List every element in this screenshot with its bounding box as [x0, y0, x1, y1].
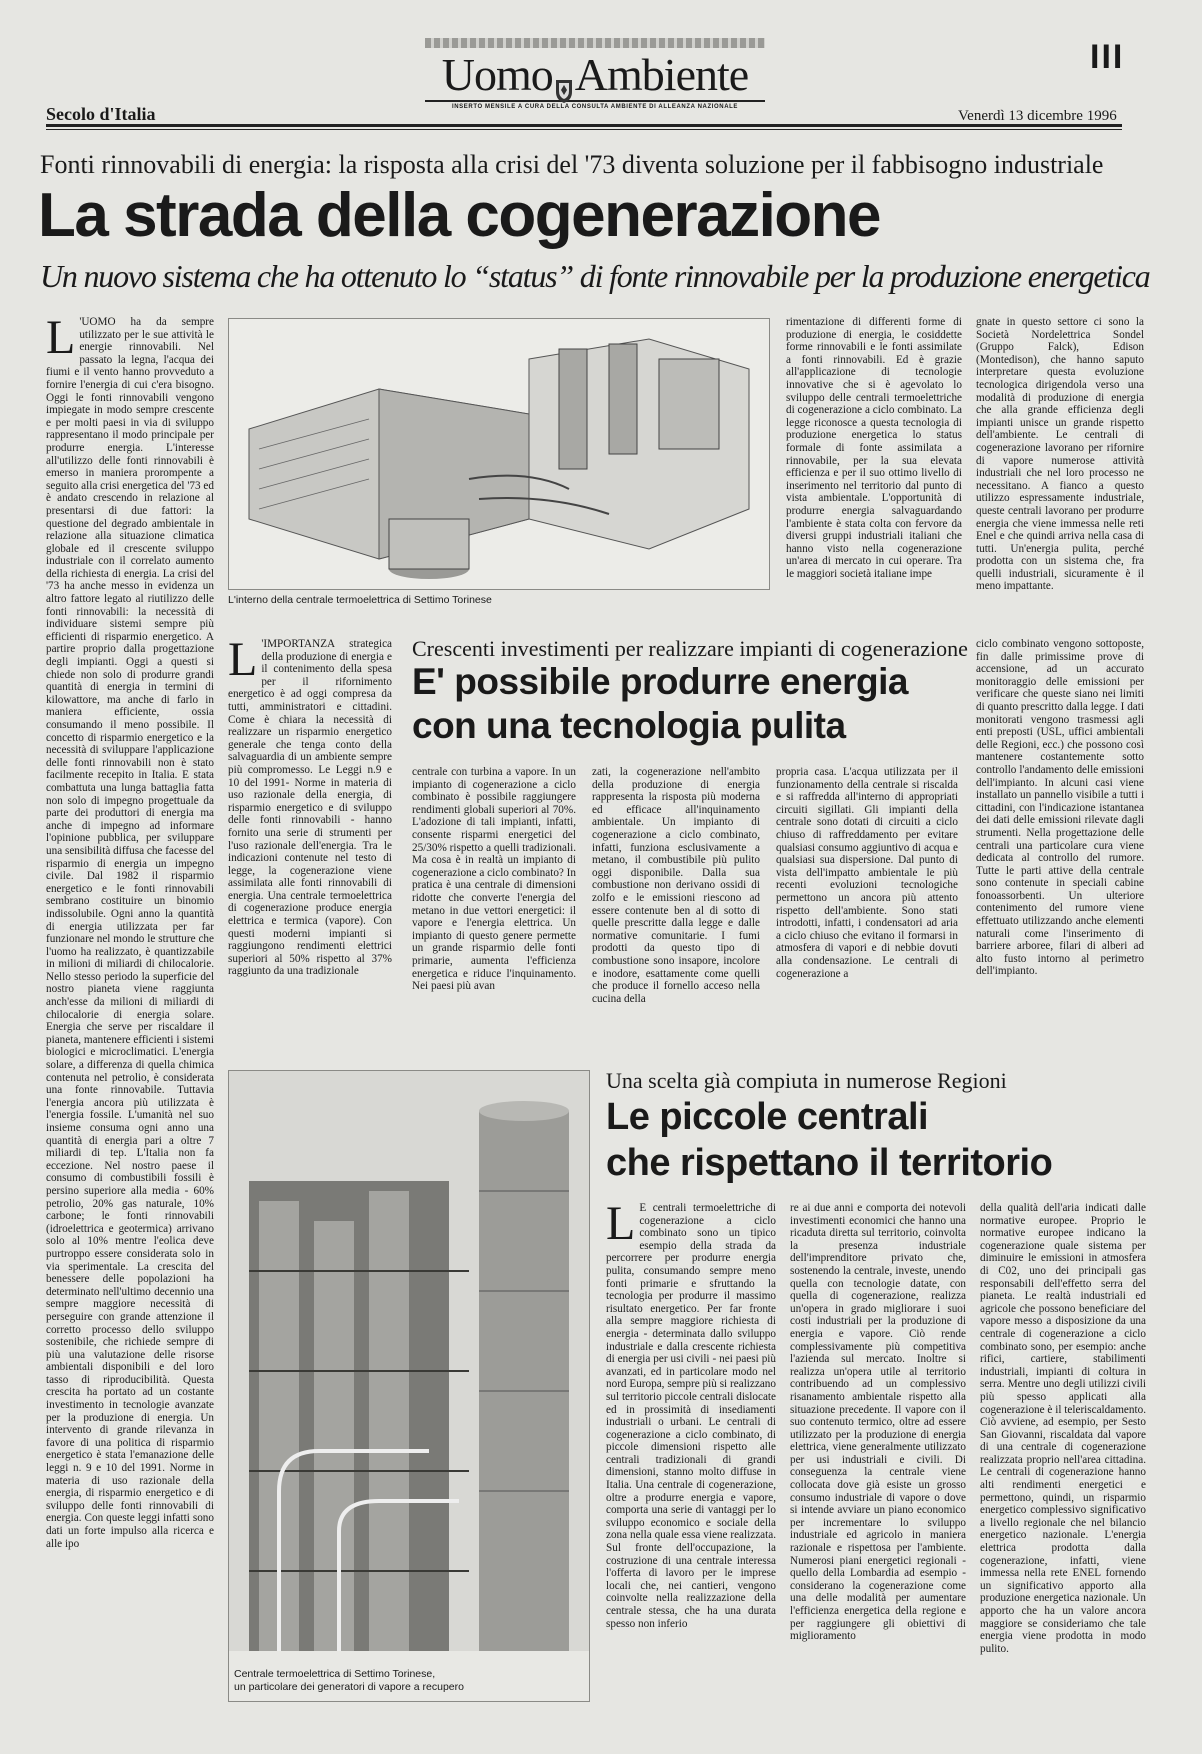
main-article-text-2: rimentazione di differenti forme di produzione di energia, le cosiddette forme rinnovabili e le fonti assimilate a fonti rinnovabili. Ed è grazie all'applicazione di tecnologie innovative che si è agevolato lo sviluppo delle centrali termoelettriche di cogenerazione a ciclo combinato. La legge riconosce a questa tecnologia di produzione energetica lo status formale di fonte assimilata a rinnovabile, per la sua elevata efficienza e per il suo ottimo livello di inserimento nel territorio dal punto di vista ambientale. L'opportunità di produrre energia salvaguardando l'ambiente è stata colta con fervore da diversi gruppi industriali italiani che hanno visto nella cogenerazione un'area di mercato in cui operare. Tra le maggiori società italiane impe	[786, 316, 962, 580]
masthead-subtitle: INSERTO MENSILE A CURA DELLA CONSULTA AMBIENTE DI ALLEANZA NAZIONALE	[451, 104, 738, 110]
article2-headline-line2: con una tecnologia pulita	[412, 705, 846, 746]
article2-text-a: 'IMPORTANZA strategica della produzione di energia e il contenimento della spesa per il rifornimento energetico è ad oggi compresa da tutti, amministratori e cittadini. Come è chiara la necessità di realizzare un risparmio energetico generale che tenga conto della salvaguardia di un ambiente sempre più compromesso. Le Leggi n.9 e 10 del 1991- Norme in materia di uso razionale della energia, di risparmio energetico e di sviluppo delle fonti rinnovabili - hanno fornito una serie di strumenti per l'uso razionale dell'energia. Tra le indicazioni contenute nel testo di legge, la cogenerazione viene assimilata alle fonti rinnovabili di energia. Una centrale termoelettrica di cogenerazione produce energia elettrica e termica (vapore). Con questi moderni impianti si raggiungono rendimenti elettrici superiori al 50% rispetto al 37% raggiunto da una tradizionale	[228, 638, 392, 978]
article2-column-a-cont	[228, 738, 392, 1038]
photo2-caption-line2: un particolare dei generatori di vapore a recupero	[234, 1681, 464, 1693]
article3-dropcap: L	[606, 1197, 636, 1250]
article2-text-c: zati, la cogenerazione nell'ambito della produzione di energia rappresenta la risposta più moderna ed efficace all'inquinamento ambientale. Un impianto di cogenerazione a ciclo combinato, infatti, funziona esclusivamente a metano, il combustibile più pulito oggi disponibile. Dalla sua combustione non derivano ossidi di zolfo e le emissioni riescono ad essere contenute ben al di sotto di quelle prescritte dalla legge e dalle normative comunitarie. I fumi prodotti da questo tipo di combustione sono insapore, incolore e inodore, esattamente come quelli che produce il fornello acceso nella cucina della	[592, 766, 760, 1005]
page-number: III	[1090, 38, 1125, 76]
masthead-title-right: Ambiente	[574, 49, 749, 100]
plant-illustration	[229, 319, 769, 589]
masthead-title-left: Uomo	[441, 49, 553, 100]
article3-column-b	[790, 1202, 966, 1722]
dropcap: L	[46, 311, 76, 364]
article3-kicker: Una scelta già compiuta in numerose Regioni	[606, 1068, 1007, 1093]
article2-kicker: Crescenti investimenti per realizzare impianti di cogenerazione	[412, 636, 968, 661]
article3-headline	[606, 1094, 1126, 1186]
main-kicker: Fonti rinnovabili di energia: la risposta alla crisi del '73 diventa soluzione per il fabbisogno industriale	[40, 150, 1104, 179]
main-article-text-3: gnate in questo settore ci sono la Società Nordelettrica Sondel (Gruppo Falck), Edison (Montedison), che hanno saputo interpretare questa evoluzione tecnologica dirigendola verso una modalità di produzione di energia che alla grande efficienza degli impianti unisce un grande rispetto dell'ambiente. Le centrali di cogenerazione lavorano per rifornire di vapore numerose attività industriali che nel loro processo ne necessitano. A fianco a questo utilizzo espressamente industriale, queste centrali lavorano per produrre energia che viene immessa nelle reti Enel e che quindi arriva nella casa di tutti. Un'energia pulita, perché prodotta con un sistema che, fra quelli industriali, sicuramente è il meno impattante.	[976, 316, 1144, 593]
article3-column-a	[606, 1197, 776, 1722]
article2-column-c	[592, 766, 760, 1048]
main-article-text-1: 'UOMO ha da sempre utilizzato per le sue attività le energie rinnovabili. Nel passato la legna, l'acqua dei fiumi e il vento hanno provveduto a fornire l'energia di cui c'era bisogno. Oggi le fonti rinnovabili vengono impiegate in modo sempre crescente e per molti paesi in via di sviluppo rappresentano il modo principale per produrre energia. L'interesse all'utilizzo delle fonti rinnovabili è emerso in maniera prorompente a seguito alla crisi energetica del '73 ed è andato crescendo in relazione al presentarsi di due fattori: la questione del degrado ambientale in relazione alla situazione climatica globale ed il crescente sviluppo industriale con il correlato aumento della richiesta di energia. La crisi del '73 ha anche messo in evidenza un altro fattore legato al riutilizzo delle fonti rinnovabili: la necessità di individuare sistemi sempre più efficienti di risparmio energetico. A partire proprio dalla progettazione degli impianti. Oggi a questi si chiede non solo di produrre grandi quantità di energia in termini di kilowattore, ma anche di farlo in maniera efficiente, ossia consumando il meno possibile. Il concetto di risparmio energetico e la necessità di sviluppare l'applicazione delle fonti rinnovabili non è stato facilmente recepito in Italia. E stata combattuta una lunga battaglia fatta non solo di impegno progettuale da parte dei produttori di energia ma anche di impegno ad informare l'opinione pubblica, per sviluppare una sensibilità diffusa che facesse del risparmio di energia un impegno civile. Dal 1982 il risparmio energetico e le fonti rinnovabili sembrano costituire un binomio indissolubile. Ogni anno la quantità di energia utilizzata per far funzionare nel mondo le strutture che l'uomo ha realizzato, è quantizzabile in milioni di miliardi di chilocalorie. Nello stesso periodo la superficie del nostro pianeta viene raggiunta anch'esse da milioni di miliardi di chilocalorie di energia solare. Energia che serve per riscaldare il pianeta, mantenere efficienti i sistemi biologici e microclimatici. L'energia solare, a differenza di quella chimica contenuta nel petrolio, è considerata una fonte rinnovabile. Tuttavia l'energia ancora più utilizzata è l'energia fossile. L'umanità nel suo insieme consuma ogni anno una quantità di energia pari a oltre 7 miliardi di tep. L'Italia non fa eccezione. Nel nostro paese il consumo di combustibili fossili è persino superiore alla media - 60% petrolio, 20% gas naturale, 10% carbone; le fonti rinnovabili (idroelettrica e geotermica) arrivano solo al 10% mentre l'eolica deve purtroppo essere considerata solo in via sperimentale. La crescita del benessere delle popolazioni ha determinato nell'ultimo decennio una sempre maggiore necessità di perseguire con grande attenzione il corretto processo dello sviluppo sostenibile, che richiede sempre di più una valutazione delle risorse ambientali disponibili e del loro tasso di riproducibilità. Questa crescita ha portato ad un costante investimento in tecnologie avanzate per la produzione di energia. Un intervento di grande rilevanza in favore di una politica di risparmio energetico è stata l'emanazione delle leggi n. 9 e 10 del 1991. Norme in materia di uso razionale della energia, di risparmio energetico e di sviluppo delle fonti rinnovabili di energia. Con queste leggi infatti sono dati un forte impulso alla ricerca e alle ipo	[46, 316, 214, 1550]
photo2-caption-line1: Centrale termoelettrica di Settimo Torinese,	[234, 1668, 436, 1680]
shield-emblem-icon	[555, 66, 573, 92]
masthead-decoration	[425, 38, 765, 48]
article3-headline-line1: Le piccole centrali	[606, 1096, 929, 1138]
masthead-rule	[46, 124, 1122, 127]
article2-text-b: centrale con turbina a vapore. In un impianto di cogenerazione a ciclo combinato è possibile raggiungere rendimenti globali superiori al 70%. L'adozione di tali impianti, infatti, consente risparmi energetici del 25/30% rispetto a quelli tradizionali. Ma cosa è in realtà un impianto di cogenerazione a ciclo combinato? In pratica è una centrale di dimensioni ridotte che converte l'energia del metano in due vettori energetici: il vapore e l'energia elettrica. Un impianto di questo genere permette un grande risparmio delle fonti primarie, aumenta l'efficienza energetica e riduce l'inquinamento. Nei paesi più avan	[412, 766, 576, 993]
photo1-caption: L'interno della centrale termoelettrica di Settimo Torinese	[228, 594, 492, 606]
article2-column-d	[776, 766, 958, 1048]
article3-column-c	[980, 1202, 1146, 1682]
photo2-caption	[234, 1668, 594, 1694]
masthead-rule-thin	[46, 129, 1122, 130]
article2-column-b	[412, 766, 576, 1048]
paper-name: Secolo d'Italia	[46, 104, 156, 124]
main-article-column-2	[786, 316, 962, 610]
article2-column-intro	[228, 633, 392, 978]
masthead-title	[425, 49, 765, 100]
masthead	[425, 38, 765, 118]
main-article-column-3	[976, 316, 1144, 610]
article2-text-d: propria casa. L'acqua utilizzata per il funzionamento della centrale si riscalda e si raffredda all'interno di appropriati circuiti sigillati. Gli impianti della centrale sono dotati di circuiti a ciclo chiuso di raffreddamento per evitare qualsiasi consumo aggiuntivo di acqua e qualsiasi sua dispersione. Dal punto di vista dell'impatto ambientale le più recenti evoluzioni tecnologiche permettono un ancora più attento rispetto dell'ambiente. Sono stati introdotti, infatti, i condensatori ad aria a ciclo chiuso che evitano il formarsi in atmosfera di vapori e di nebbie dovuti alla condensazione. Le centrali di cogenerazione a	[776, 766, 958, 980]
article2-headline	[412, 660, 972, 748]
article2-headline-line1: E' possibile produrre energia	[412, 661, 908, 702]
article2-text-e: ciclo combinato vengono sottoposte, fin dalle primissime prove di accensione, ad un accurato monitoraggio delle emissioni per verificare che queste siano nei limiti di quanto prescritto dalla legge. I dati monitorati vengono trasmessi agli enti preposti (USL, uffici ambientali delle Regioni, ecc.) che possono così mantenere costantemente sotto controllo l'andamento delle emissioni dell'impianto. In alcuni casi viene installato un pannello visibile a tutti i cittadini, con l'indicazione istantanea dei dati delle emissioni rilevate dagli strumenti. Nella progettazione delle centrali una particolare cura viene dedicata al controllo del rumore. Tutte le parti attive della centrale sono contenute in speciali cabine fonoassorbenti. Un ulteriore contenimento del rumore viene effettuato utilizzando anche elementi naturali come l'inserimento di barriere arboree, filari di alberi ad alto fusto intorno al perimetro dell'impianto.	[976, 638, 1144, 978]
photo-steam-generators	[228, 1070, 590, 1702]
article2-dropcap: L	[228, 633, 258, 686]
steam-generator-illustration	[229, 1071, 589, 1701]
main-headline: La strada della cogenerazione	[38, 181, 881, 250]
main-article-column-1	[46, 311, 214, 1730]
article3-text-c: della qualità dell'aria indicati dalle normative europee. Proprio le normative europee indicano la cogenerazione quale sistema per diminuire le emissioni in atmosfera di C02, uno dei principali gas responsabili dell'effetto serra del pianeta. Le realtà industriali ed agricole che possono beneficiare del vapore messo a disposizione da una centrale di cogenerazione a ciclo combinato sono, per esempio: anche rifici, cartiere, stabilimenti industriali, impianti di coltura in serra. Mentre uno degli utilizzi civili più spesso applicati alla cogenerazione è il teleriscaldamento. Ciò avviene, ad esempio, per Sesto San Giovanni, riscaldata dal vapore di una centrale di cogenerazione realizzata proprio nell'area cittadina. Le centrali di cogenerazione hanno alti rendimenti energetici e permettono, quindi, un risparmio energetico complessivo significativo a livello regionale che nel bilancio energetico nazionale. L'energia elettrica prodotta dalla cogenerazione, infatti, viene immessa nella rete ENEL fornendo un significativo apporto alla produzione energetica nazionale. Un apporto che ha un valore ancora maggiore se consideriamo che tale energia viene prodotta in modo pulito.	[980, 1202, 1146, 1655]
article2-column-e	[976, 638, 1144, 1046]
article3-text-b: re ai due anni e comporta dei notevoli investimenti economici che hanno una ricaduta diretta sul territorio, coinvolta la presenza industriale dell'imprenditore privato che, sostenendo la centrale, investe, unendo quella con tecnologie datate, con quella di cogenerazione, realizza un'opera in grado migliorare i suoi costi industriali per la produzione di energia e vapore. Ciò rende complessivamente più competitiva l'azienda sul mercato. Inoltre si realizza un'opera utile al territorio contribuendo ad un complessivo risanamento ambientale rispetto alla situazione precedente. Il vapore con il suo contenuto termico, oltre ad essere utilizzato per la produzione di energia elettrica, viene generalmente utilizzato per usi industriali e civili. Di conseguenza la centrale viene collocata dove già esiste un grosso consumo industriale di vapore o dove si intende avviare un piano economico per incrementare lo sviluppo industriale ed agricolo in maniera razionale e rispettosa per l'ambiente. Numerosi piani energetici regionali - quello della Lombardia ad esempio - considerano la cogenerazione come una delle modalità per aumentare l'efficienza energetica della regione e per raggiungere gli obiettivi di miglioramento	[790, 1202, 966, 1643]
issue-date: Venerdì 13 dicembre 1996	[958, 108, 1117, 124]
article3-text-a: E centrali termoelettriche di cogenerazione a ciclo combinato sono un tipico esempio della strada da percorrere per produrre energia pulita, consumando sempre meno fonti primarie e sfruttando la tecnologia per produrre il massimo risultato energetico. Per far fronte alla sempre maggiore richiesta di energia - determinata dallo sviluppo industriale e dalla crescente richiesta di energia per usi civili - nei paesi più avanzati, ed in particolare modo nel nord Europa, sempre più si realizzano sul territorio piccole centrali dislocate ed in prossimità di insediamenti industriali o urbani. Le centrali di cogenerazione a ciclo combinato, di piccole dimensioni rispetto alle centrali tradizionali di grandi dimensioni, stanno molto diffuse in Italia. Una centrale di cogenerazione, oltre a produrre energia e vapore, comporta una serie di vantaggi per lo sviluppo economico e sociale della zona nella quale essa viene realizzata. Sul fronte dell'occupazione, la costruzione di una centrale interessa l'offerta di lavoro per le imprese locali che, nei cantieri, vengono coinvolte nella realizzazione della centrale stessa, che ha una durata spesso non inferio	[606, 1202, 776, 1630]
photo-plant-interior	[228, 318, 770, 590]
article3-headline-line2: che rispettano il territorio	[606, 1142, 1053, 1184]
main-subheadline: Un nuovo sistema che ha ottenuto lo “status” di fonte rinnovabile per la produzione energetica	[40, 258, 1150, 294]
